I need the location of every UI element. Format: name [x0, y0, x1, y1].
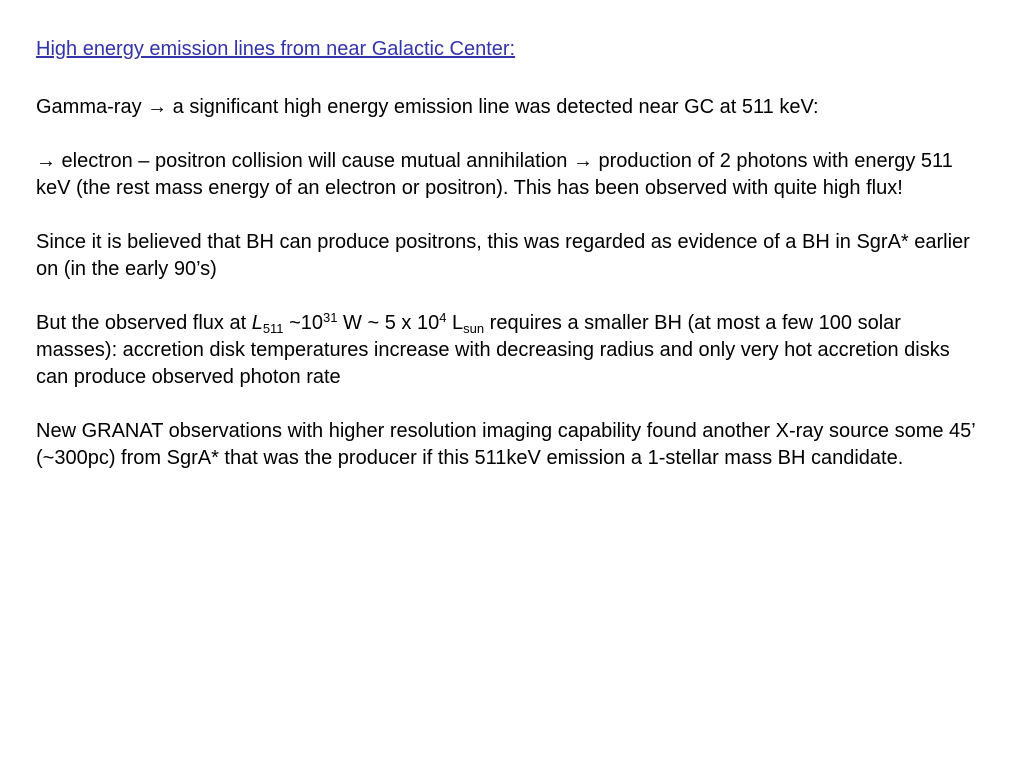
gamma-ray-paragraph: Gamma-ray → a significant high energy emission line was detected near GC at 511 keV: [36, 96, 819, 118]
luminosity-subscript: 511 [262, 321, 284, 336]
luminosity-symbol: L [251, 312, 263, 334]
granat-paragraph: New GRANAT observations with higher resolution imaging capability found another X-ray source some 45’ (~300pc) from SgrA* that was the producer if this 511keV emission a 1-stellar mass BH candidate. [36, 420, 975, 469]
positron-evidence-paragraph: Since it is believed that BH can produce positrons, this was regarded as evidence of a BH in SgrA* earlier on (in the early 90’s) [36, 231, 970, 280]
solar-subscript: sun [463, 321, 485, 336]
annihilation-paragraph: → electron – positron collision will cause mutual annihilation → production of 2 photons with energy 511 keV (the rest mass energy of an electron or positron). This has been observed with quite high flux! [36, 150, 953, 199]
flux-mid: W ~ 5 x 10 [337, 312, 440, 334]
flux-exponent: 31 [323, 310, 338, 325]
flux-suffix: requires a smaller BH (at most a few 100 solar masses): accretion disk temperatures increase with decreasing radius and only very hot accretion disks can produce observed photon rate [36, 312, 950, 388]
solar-luminosity-symbol: L [446, 312, 464, 334]
flux-approx: ~10 [283, 312, 324, 334]
slide-title: High energy emission lines from near Galactic Center: [36, 38, 516, 60]
flux-paragraph [36, 310, 986, 391]
solar-exponent: 4 [439, 310, 447, 325]
flux-prefix: But the observed flux at [36, 312, 252, 334]
slide [36, 36, 986, 472]
